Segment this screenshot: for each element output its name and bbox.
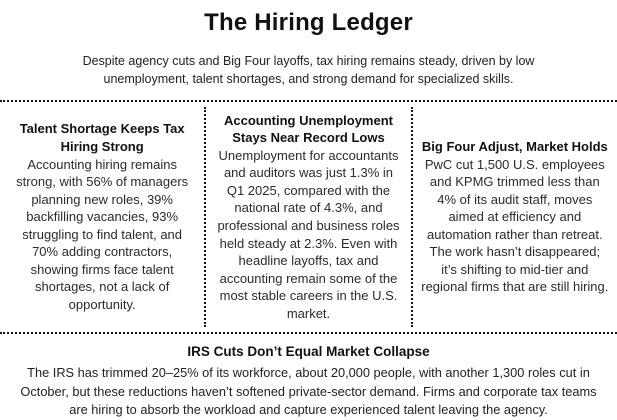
column-talent-shortage bbox=[0, 107, 204, 327]
column-accounting-unemployment bbox=[204, 107, 412, 327]
footer-body: The IRS has trimmed 20–25% of its workforce, about 20,000 people, with another 1,300 roles cut in October, but these reductions haven’t softened private-sector demand. Firms and corporate tax teams are hiring to absorb the workload and capture experienced talent leaving the agency. bbox=[20, 365, 597, 418]
column-body: Accounting hiring remains strong, with 56% of managers planning new roles, 39% backfilling vacancies, 93% struggling to find talent, and 70% adding contractors, showing firms face talent shortages, not a lack of opportunity. bbox=[16, 156, 189, 312]
column-big-four bbox=[413, 107, 617, 327]
header bbox=[0, 0, 617, 100]
footer-title: IRS Cuts Don’t Equal Market Collapse bbox=[187, 344, 430, 359]
footer bbox=[0, 334, 617, 420]
column-title: Big Four Adjust, Market Holds bbox=[421, 139, 608, 155]
column-title: Accounting Unemployment Stays Near Record Lows bbox=[223, 112, 393, 146]
column-body: PwC cut 1,500 U.S. employees and KPMG trimmed less than 4% of its audit staff, moves aimed at efficiency and automation rather than retreat. The work hasn’t disappeared; it’s shifting to mid-tier and regional firms that are still hiring. bbox=[421, 156, 609, 295]
page-subtitle: Despite agency cuts and Big Four layoffs, tax hiring remains steady, driven by low unemployment, talent shortages, and strong demand for specialized skills. bbox=[82, 54, 535, 87]
columns-row bbox=[0, 102, 617, 332]
page-title: The Hiring Ledger bbox=[204, 9, 413, 36]
column-body: Unemployment for accountants and auditors was just 1.3% in Q1 2025, compared with the national rate of 4.3%, and professional and business roles held steady at 2.3%. Even with headline layoffs, tax and accounting remain some of the most stable careers in the U.S. market. bbox=[217, 147, 400, 321]
column-title: Talent Shortage Keeps Tax Hiring Strong bbox=[19, 121, 185, 155]
